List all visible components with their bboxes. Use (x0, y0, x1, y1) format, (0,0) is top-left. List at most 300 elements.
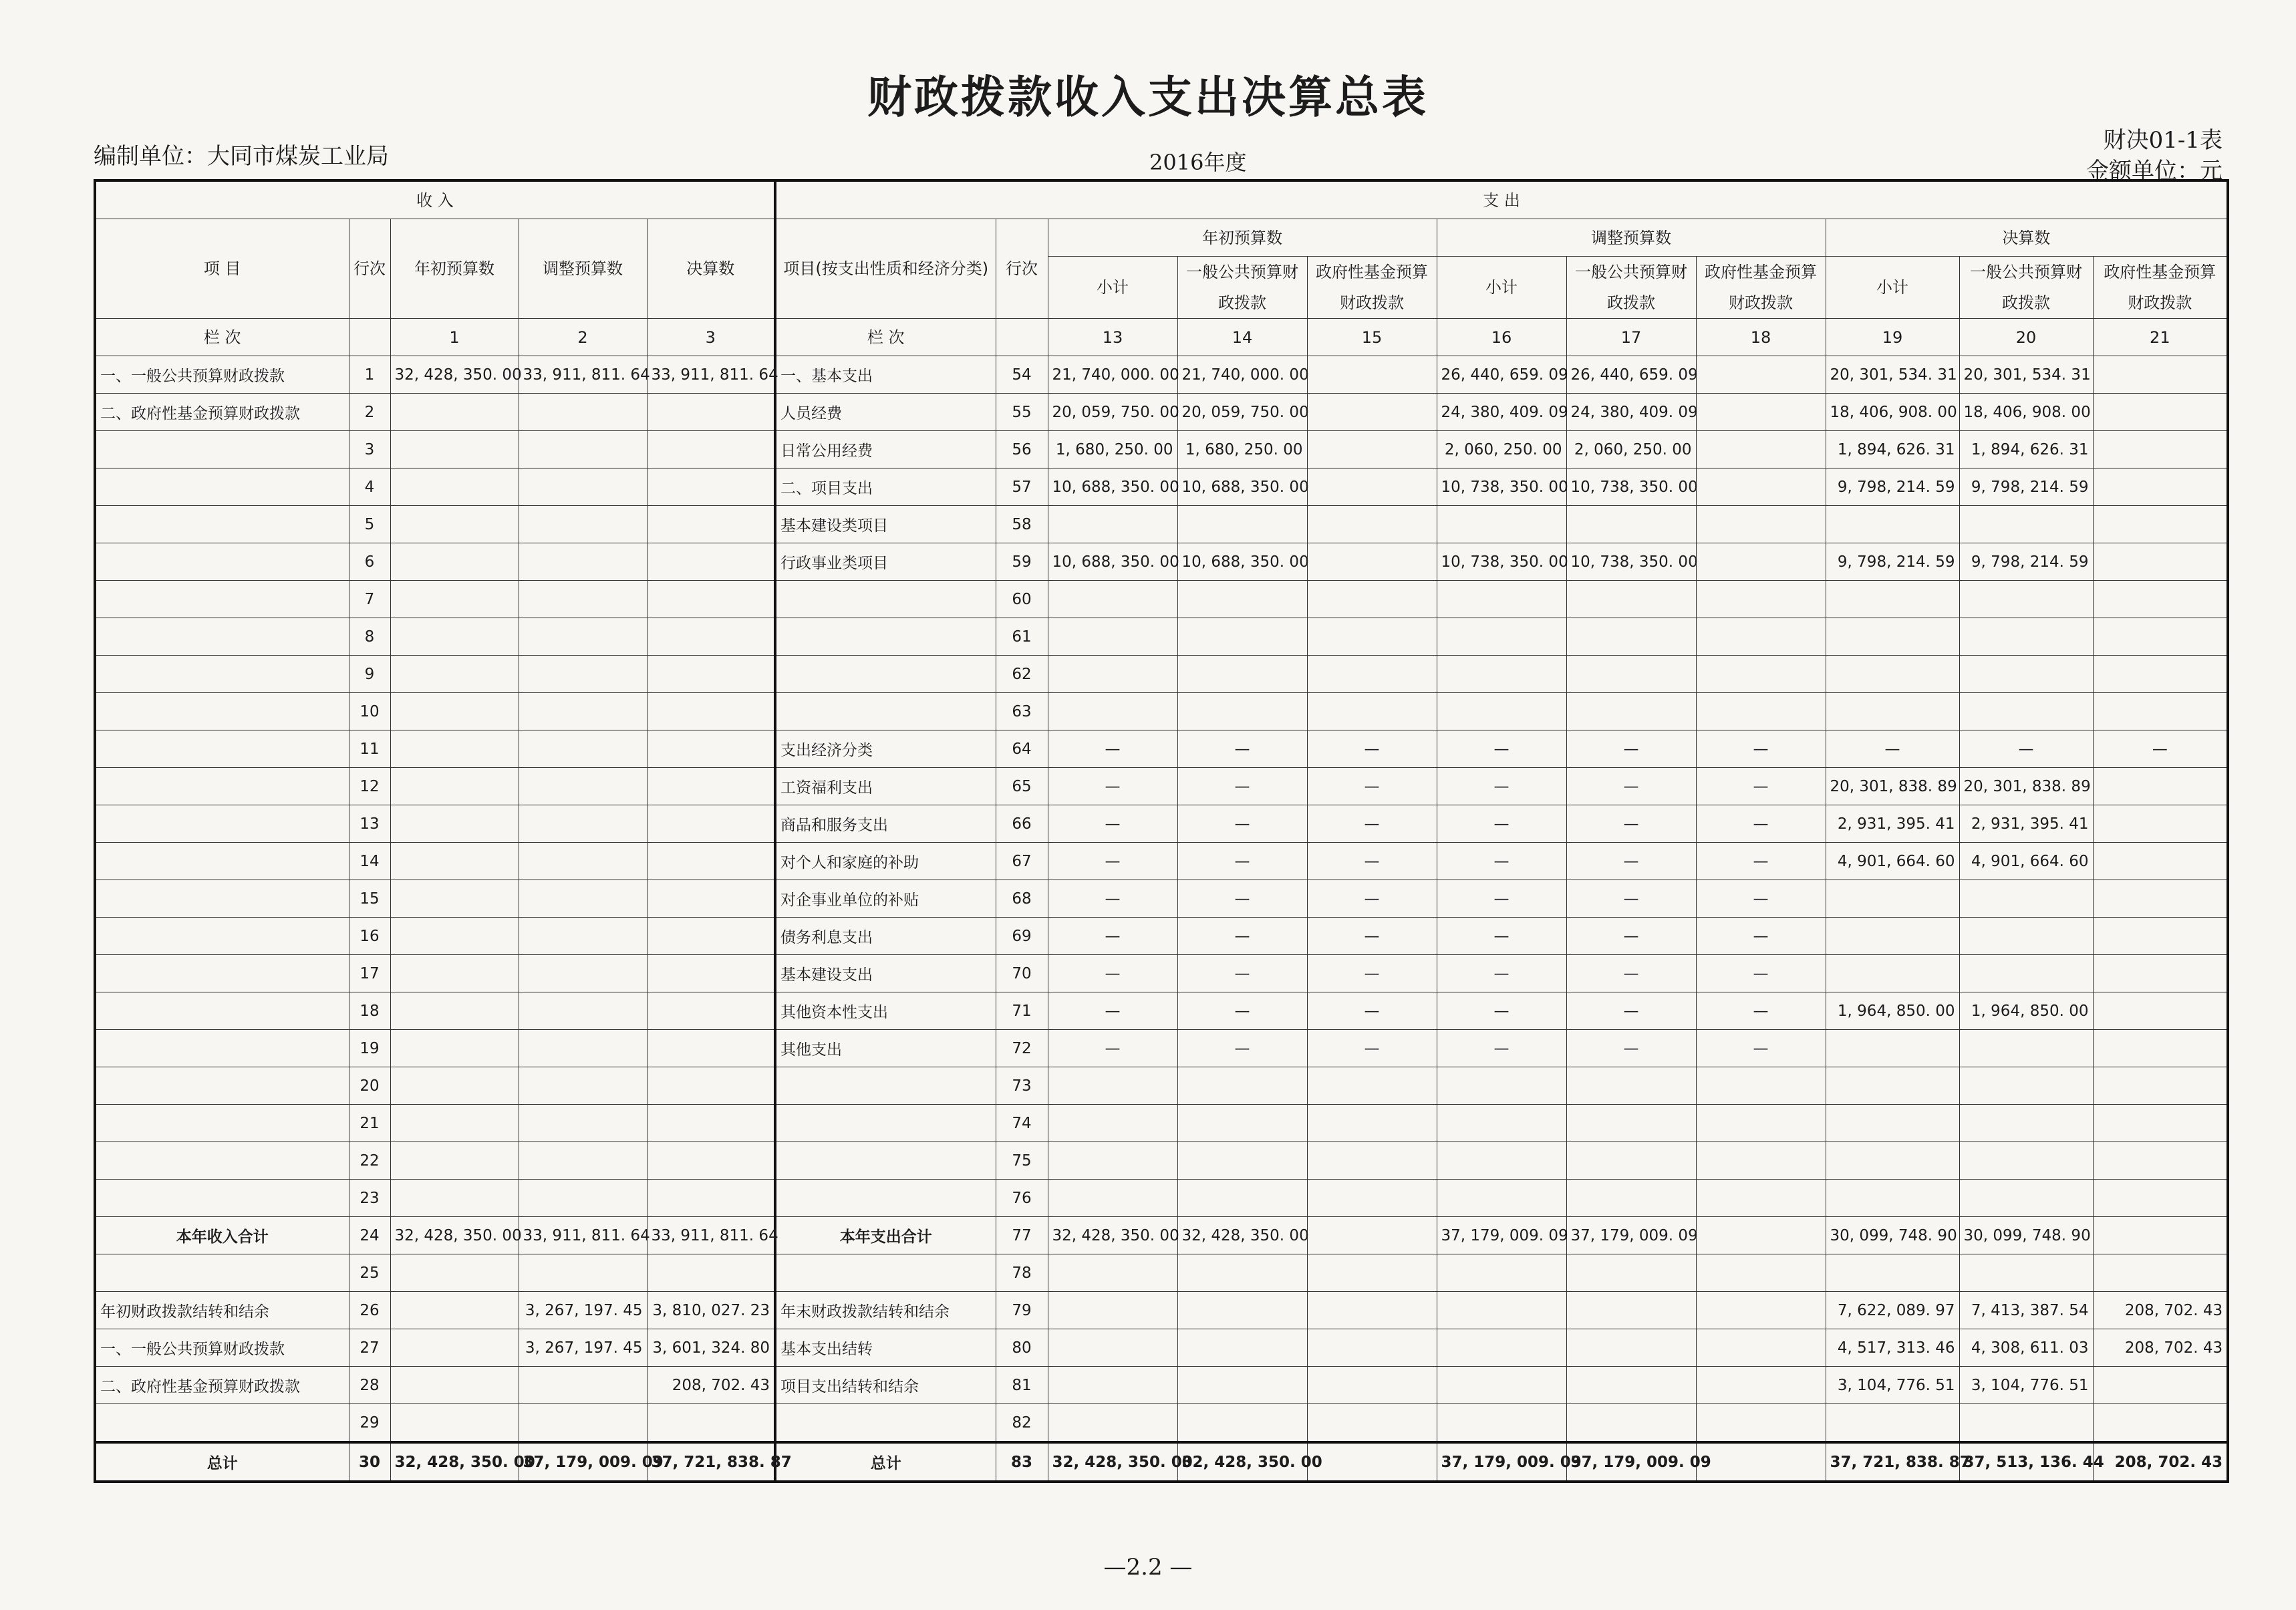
exp-final-header: 决算数 (1826, 219, 2228, 257)
expense-amount-cell (2093, 1105, 2228, 1142)
expense-amount-cell (1959, 656, 2093, 693)
expense-amount-cell (1696, 1367, 1826, 1404)
income-amount-cell (519, 1030, 647, 1067)
expense-row-no-cell: 71 (996, 992, 1048, 1030)
income-amount-cell (390, 768, 519, 805)
table-row (95, 581, 2228, 618)
expense-amount-cell (1566, 1367, 1696, 1404)
expense-row-no-cell: 54 (996, 356, 1048, 394)
expense-amount-cell: — (1177, 730, 1307, 768)
expense-amount-cell (1826, 1030, 1959, 1067)
income-amount-cell: 33, 911, 811. 64 (519, 356, 647, 394)
expense-amount-cell (2093, 581, 2228, 618)
expense-item-cell: 人员经费 (775, 394, 996, 431)
expense-row-no-cell: 72 (996, 1030, 1048, 1067)
form-number: 财决01-1表 (2103, 127, 2222, 154)
expense-amount-cell (1177, 1254, 1307, 1292)
income-amount-cell (519, 992, 647, 1030)
expense-amount-cell: 20, 059, 750. 00 (1048, 394, 1177, 431)
expense-amount-cell (1437, 1142, 1566, 1180)
income-row-no-cell: 8 (349, 618, 390, 656)
expense-amount-cell (1307, 581, 1437, 618)
income-amount-cell (519, 1254, 647, 1292)
income-item-cell (95, 543, 349, 581)
expense-amount-cell (1696, 394, 1826, 431)
column-number: 20 (1959, 319, 2093, 356)
expense-amount-cell: — (1566, 955, 1696, 992)
expense-amount-cell (1048, 1292, 1177, 1329)
income-item-cell (95, 506, 349, 543)
expense-amount-cell (2093, 992, 2228, 1030)
expense-amount-cell (1696, 1329, 1826, 1367)
expense-amount-cell (1566, 1180, 1696, 1217)
expense-amount-cell (1959, 1067, 2093, 1105)
expense-amount-cell (1696, 581, 1826, 618)
income-item-cell (95, 656, 349, 693)
income-amount-cell (647, 618, 775, 656)
income-item-cell (95, 1180, 349, 1217)
income-item-cell (95, 581, 349, 618)
expense-row-no-cell: 67 (996, 843, 1048, 880)
expense-amount-cell (1437, 1254, 1566, 1292)
income-row-no-cell: 19 (349, 1030, 390, 1067)
expense-amount-cell (1826, 1105, 1959, 1142)
income-amount-cell (647, 1180, 775, 1217)
income-item-cell: 本年收入合计 (95, 1217, 349, 1254)
income-amount-cell (647, 1030, 775, 1067)
income-amount-cell: 32, 428, 350. 00 (390, 1217, 519, 1254)
expense-amount-cell: — (1048, 768, 1177, 805)
expense-amount-cell (1566, 1142, 1696, 1180)
expense-row-no-cell: 77 (996, 1217, 1048, 1254)
expense-amount-cell (2093, 1142, 2228, 1180)
income-amount-cell (390, 1292, 519, 1329)
income-amount-cell (647, 768, 775, 805)
table-row (95, 843, 2228, 880)
expense-row-no-cell: 73 (996, 1067, 1048, 1105)
expense-amount-cell (1959, 1404, 2093, 1443)
income-row-no-cell: 9 (349, 656, 390, 693)
column-number (349, 319, 390, 356)
expense-amount-cell: 32, 428, 350. 00 (1048, 1217, 1177, 1254)
expense-amount-cell (2093, 656, 2228, 693)
item-header: 项 目 (95, 219, 349, 319)
income-amount-cell (647, 1105, 775, 1142)
expense-amount-cell: — (1566, 1030, 1696, 1067)
expense-amount-cell (1959, 1142, 2093, 1180)
expense-amount-cell (1307, 1404, 1437, 1443)
expense-amount-cell: 7, 413, 387. 54 (1959, 1292, 2093, 1329)
expense-row-no-cell: 59 (996, 543, 1048, 581)
income-amount-cell (519, 693, 647, 730)
income-amount-cell: 32, 428, 350. 00 (390, 356, 519, 394)
income-amount-cell (647, 955, 775, 992)
table-row (95, 618, 2228, 656)
expense-amount-cell (2093, 1030, 2228, 1067)
expense-amount-cell: — (1177, 880, 1307, 918)
income-row-no-cell: 18 (349, 992, 390, 1030)
income-amount-cell (647, 693, 775, 730)
expense-amount-cell: — (1177, 955, 1307, 992)
expense-amount-cell: 7, 622, 089. 97 (1826, 1292, 1959, 1329)
income-item-cell: 二、政府性基金预算财政拨款 (95, 1367, 349, 1404)
expense-amount-cell: 10, 688, 350. 00 (1048, 543, 1177, 581)
table-row (95, 730, 2228, 768)
income-amount-cell (390, 543, 519, 581)
expense-row-no-header: 行次 (996, 219, 1048, 319)
income-amount-cell (390, 1404, 519, 1443)
expense-amount-cell: — (1177, 768, 1307, 805)
expense-amount-cell (1177, 656, 1307, 693)
expense-amount-cell (1307, 1180, 1437, 1217)
expense-amount-cell (1177, 506, 1307, 543)
income-amount-cell (390, 1254, 519, 1292)
table-row (95, 1329, 2228, 1367)
income-amount-cell: 37, 721, 838. 87 (647, 1442, 775, 1482)
header-row-2 (95, 219, 2228, 257)
income-amount-cell: 33, 911, 811. 64 (647, 1217, 775, 1254)
expense-amount-cell: — (1048, 843, 1177, 880)
expense-amount-cell: 2, 931, 395. 41 (1959, 805, 2093, 843)
expense-row-no-cell: 58 (996, 506, 1048, 543)
expense-item-cell: 商品和服务支出 (775, 805, 996, 843)
expense-amount-cell: — (1437, 768, 1566, 805)
expense-row-no-cell: 65 (996, 768, 1048, 805)
general-budget-header: 一般公共预算财政拨款 (1566, 257, 1696, 319)
income-item-cell (95, 955, 349, 992)
income-amount-cell: 33, 911, 811. 64 (519, 1217, 647, 1254)
table-row (95, 1442, 2228, 1482)
expense-amount-cell (1826, 1067, 1959, 1105)
expense-amount-cell (1696, 693, 1826, 730)
table-row (95, 1067, 2228, 1105)
settlement-table (94, 179, 2229, 1483)
expense-amount-cell (1566, 1404, 1696, 1443)
expense-amount-cell (2093, 880, 2228, 918)
income-amount-cell (519, 1180, 647, 1217)
expense-amount-cell: — (1437, 955, 1566, 992)
expense-amount-cell (1177, 618, 1307, 656)
expense-item-cell: 基本建设类项目 (775, 506, 996, 543)
income-item-cell (95, 880, 349, 918)
expense-item-cell: 一、基本支出 (775, 356, 996, 394)
expense-amount-cell: — (1566, 992, 1696, 1030)
expense-amount-cell: 32, 428, 350. 00 (1048, 1442, 1177, 1482)
expense-amount-cell (2093, 394, 2228, 431)
table-row (95, 1217, 2228, 1254)
column-number: 2 (519, 319, 647, 356)
subtotal-header: 小计 (1048, 257, 1177, 319)
gov-fund-header: 政府性基金预算财政拨款 (1696, 257, 1826, 319)
expense-row-no-cell: 55 (996, 394, 1048, 431)
income-amount-cell (647, 880, 775, 918)
column-number: 1 (390, 319, 519, 356)
expense-amount-cell: 10, 738, 350. 00 (1566, 468, 1696, 506)
income-row-no-cell: 26 (349, 1292, 390, 1329)
expense-amount-cell (1177, 1404, 1307, 1443)
column-number: 15 (1307, 319, 1437, 356)
income-amount-cell (647, 992, 775, 1030)
expense-amount-cell (1959, 506, 2093, 543)
income-amount-cell (390, 843, 519, 880)
expense-item-header: 项目(按支出性质和经济分类) (775, 219, 996, 319)
expense-amount-cell (1696, 1142, 1826, 1180)
expense-amount-cell (2093, 805, 2228, 843)
income-row-no-cell: 15 (349, 880, 390, 918)
expense-amount-cell: — (1177, 992, 1307, 1030)
income-amount-cell: 33, 911, 811. 64 (647, 356, 775, 394)
expense-amount-cell (1696, 506, 1826, 543)
expense-amount-cell (1437, 1292, 1566, 1329)
expense-amount-cell: — (1177, 805, 1307, 843)
expense-item-cell (775, 581, 996, 618)
expense-item-cell: 年末财政拨款结转和结余 (775, 1292, 996, 1329)
column-number: 16 (1437, 319, 1566, 356)
expense-amount-cell (1959, 1105, 2093, 1142)
expense-amount-cell: — (1177, 1030, 1307, 1067)
expense-amount-cell: — (1566, 805, 1696, 843)
expense-amount-cell (1959, 693, 2093, 730)
income-amount-cell (390, 1329, 519, 1367)
expense-amount-cell (1826, 693, 1959, 730)
expense-amount-cell (1048, 1067, 1177, 1105)
expense-amount-cell: 10, 688, 350. 00 (1048, 468, 1177, 506)
expense-amount-cell (2093, 543, 2228, 581)
expense-amount-cell (1307, 468, 1437, 506)
expense-row-no-cell: 63 (996, 693, 1048, 730)
expense-amount-cell: — (1437, 805, 1566, 843)
expense-amount-cell: 20, 301, 838. 89 (1826, 768, 1959, 805)
subtotal-header: 小计 (1826, 257, 1959, 319)
table-row (95, 693, 2228, 730)
expense-amount-cell: — (1437, 880, 1566, 918)
expense-amount-cell (2093, 468, 2228, 506)
expense-amount-cell (1826, 955, 1959, 992)
expense-item-cell: 基本建设支出 (775, 955, 996, 992)
expense-amount-cell: 21, 740, 000. 00 (1048, 356, 1177, 394)
column-number: 18 (1696, 319, 1826, 356)
income-amount-cell (390, 506, 519, 543)
income-item-cell (95, 693, 349, 730)
table-row (95, 394, 2228, 431)
expense-amount-cell: 37, 179, 009. 09 (1437, 1217, 1566, 1254)
income-amount-cell (390, 805, 519, 843)
expense-row-no-cell: 81 (996, 1367, 1048, 1404)
expense-item-cell: 工资福利支出 (775, 768, 996, 805)
income-amount-cell (519, 955, 647, 992)
expense-amount-cell: 10, 688, 350. 00 (1177, 468, 1307, 506)
expense-amount-cell: 208, 702. 43 (2093, 1442, 2228, 1482)
income-amount-cell (647, 1404, 775, 1443)
expense-amount-cell: 24, 380, 409. 09 (1566, 394, 1696, 431)
expense-amount-cell (1959, 1030, 2093, 1067)
expense-amount-cell (1826, 1142, 1959, 1180)
income-amount-cell (519, 431, 647, 468)
expense-item-cell: 对个人和家庭的补助 (775, 843, 996, 880)
income-amount-cell (390, 693, 519, 730)
expense-amount-cell (1307, 618, 1437, 656)
expense-amount-cell (1959, 918, 2093, 955)
expense-amount-cell (1177, 1180, 1307, 1217)
expense-amount-cell: — (1307, 880, 1437, 918)
income-amount-cell (647, 543, 775, 581)
expense-amount-cell (1307, 1442, 1437, 1482)
income-amount-cell (390, 1142, 519, 1180)
expense-amount-cell (1696, 1442, 1826, 1482)
expense-header: 支 出 (775, 180, 2228, 219)
expense-amount-cell (1566, 1067, 1696, 1105)
expense-amount-cell: — (1696, 955, 1826, 992)
expense-amount-cell: — (2093, 730, 2228, 768)
expense-item-cell (775, 693, 996, 730)
gov-fund-header: 政府性基金预算财政拨款 (1307, 257, 1437, 319)
expense-amount-cell: 2, 931, 395. 41 (1826, 805, 1959, 843)
income-row-no-cell: 28 (349, 1367, 390, 1404)
expense-amount-cell: 1, 964, 850. 00 (1826, 992, 1959, 1030)
expense-row-no-cell: 82 (996, 1404, 1048, 1443)
income-amount-cell (647, 431, 775, 468)
expense-amount-cell (1307, 356, 1437, 394)
expense-amount-cell: 4, 517, 313. 46 (1826, 1329, 1959, 1367)
expense-item-cell: 基本支出结转 (775, 1329, 996, 1367)
expense-amount-cell (1826, 1254, 1959, 1292)
expense-amount-cell (1826, 1404, 1959, 1443)
page-number: —2.2 — (1103, 1554, 1193, 1581)
income-row-no-cell: 20 (349, 1067, 390, 1105)
expense-amount-cell: 20, 059, 750. 00 (1177, 394, 1307, 431)
income-amount-cell (647, 918, 775, 955)
income-item-cell (95, 843, 349, 880)
expense-row-no-cell: 69 (996, 918, 1048, 955)
income-row-no-cell: 30 (349, 1442, 390, 1482)
income-amount-cell: 37, 179, 009. 09 (519, 1442, 647, 1482)
expense-amount-cell: 1, 894, 626. 31 (1826, 431, 1959, 468)
income-item-cell: 总计 (95, 1442, 349, 1482)
income-amount-cell (519, 1142, 647, 1180)
income-amount-cell (390, 730, 519, 768)
expense-amount-cell: — (1307, 992, 1437, 1030)
income-header: 收 入 (95, 180, 775, 219)
income-item-cell (95, 805, 349, 843)
income-row-no-cell: 16 (349, 918, 390, 955)
expense-item-cell: 本年支出合计 (775, 1217, 996, 1254)
expense-item-cell (775, 1180, 996, 1217)
expense-amount-cell: 26, 440, 659. 09 (1566, 356, 1696, 394)
expense-amount-cell (1826, 918, 1959, 955)
expense-amount-cell: — (1437, 1030, 1566, 1067)
table-row (95, 1142, 2228, 1180)
expense-amount-cell: 208, 702. 43 (2093, 1329, 2228, 1367)
expense-amount-cell: 2, 060, 250. 00 (1566, 431, 1696, 468)
income-amount-cell: 208, 702. 43 (647, 1367, 775, 1404)
income-amount-cell (519, 656, 647, 693)
income-amount-cell (519, 1404, 647, 1443)
income-amount-cell (390, 1105, 519, 1142)
exp-adjusted-header: 调整预算数 (1437, 219, 1826, 257)
expense-amount-cell: 30, 099, 748. 90 (1959, 1217, 2093, 1254)
expense-row-no-cell: 78 (996, 1254, 1048, 1292)
expense-item-cell: 支出经济分类 (775, 730, 996, 768)
income-amount-cell (519, 880, 647, 918)
expense-item-cell: 日常公用经费 (775, 431, 996, 468)
general-budget-header: 一般公共预算财政拨款 (1959, 257, 2093, 319)
income-amount-cell (519, 805, 647, 843)
expense-amount-cell: 20, 301, 534. 31 (1959, 356, 2093, 394)
income-row-no-cell: 7 (349, 581, 390, 618)
expense-amount-cell (1307, 543, 1437, 581)
table-row (95, 656, 2228, 693)
expense-amount-cell (1566, 1292, 1696, 1329)
expense-amount-cell: — (1048, 992, 1177, 1030)
income-amount-cell (519, 843, 647, 880)
expense-amount-cell (1177, 581, 1307, 618)
expense-amount-cell (1307, 656, 1437, 693)
expense-amount-cell: — (1307, 1030, 1437, 1067)
income-item-cell (95, 1067, 349, 1105)
income-amount-cell (519, 730, 647, 768)
page-title: 财政拨款收入支出决算总表 (867, 71, 1429, 123)
income-amount-cell (647, 506, 775, 543)
expense-row-no-cell: 74 (996, 1105, 1048, 1142)
expense-item-cell: 对企事业单位的补贴 (775, 880, 996, 918)
expense-amount-cell: 1, 964, 850. 00 (1959, 992, 2093, 1030)
expense-amount-cell (1566, 506, 1696, 543)
fiscal-year: 2016年度 (1149, 150, 1247, 175)
expense-amount-cell: 30, 099, 748. 90 (1826, 1217, 1959, 1254)
expense-amount-cell: 37, 179, 009. 09 (1566, 1217, 1696, 1254)
income-row-no-cell: 21 (349, 1105, 390, 1142)
table-row (95, 992, 2228, 1030)
expense-row-no-cell: 68 (996, 880, 1048, 918)
expense-item-cell (775, 1067, 996, 1105)
income-amount-cell (519, 618, 647, 656)
expense-amount-cell: 10, 738, 350. 00 (1437, 543, 1566, 581)
income-adjusted-header: 调整预算数 (519, 219, 647, 319)
income-amount-cell (647, 805, 775, 843)
expense-amount-cell (2093, 1254, 2228, 1292)
expense-amount-cell (1437, 506, 1566, 543)
expense-amount-cell (1437, 581, 1566, 618)
income-row-no-cell: 14 (349, 843, 390, 880)
income-amount-cell (390, 992, 519, 1030)
table-row (95, 356, 2228, 394)
expense-amount-cell: 3, 104, 776. 51 (1959, 1367, 2093, 1404)
income-item-cell (95, 768, 349, 805)
expense-amount-cell (1696, 431, 1826, 468)
expense-amount-cell (1437, 1329, 1566, 1367)
income-row-no-cell: 24 (349, 1217, 390, 1254)
gov-fund-header: 政府性基金预算财政拨款 (2093, 257, 2228, 319)
expense-amount-cell: — (1307, 730, 1437, 768)
expense-amount-cell: 4, 308, 611. 03 (1959, 1329, 2093, 1367)
expense-amount-cell (1177, 1105, 1307, 1142)
expense-amount-cell: — (1048, 955, 1177, 992)
income-item-cell (95, 1105, 349, 1142)
expense-amount-cell: — (1307, 918, 1437, 955)
expense-amount-cell (1566, 1329, 1696, 1367)
expense-amount-cell: 4, 901, 664. 60 (1826, 843, 1959, 880)
expense-amount-cell (1307, 1217, 1437, 1254)
expense-amount-cell: — (1696, 918, 1826, 955)
exp-initial-header: 年初预算数 (1048, 219, 1437, 257)
expense-amount-cell (1696, 356, 1826, 394)
column-number: 21 (2093, 319, 2228, 356)
expense-amount-cell (2093, 1067, 2228, 1105)
income-amount-cell: 3, 601, 324. 80 (647, 1329, 775, 1367)
expense-amount-cell: 4, 901, 664. 60 (1959, 843, 2093, 880)
expense-amount-cell: — (1307, 955, 1437, 992)
expense-amount-cell: 10, 738, 350. 00 (1566, 543, 1696, 581)
